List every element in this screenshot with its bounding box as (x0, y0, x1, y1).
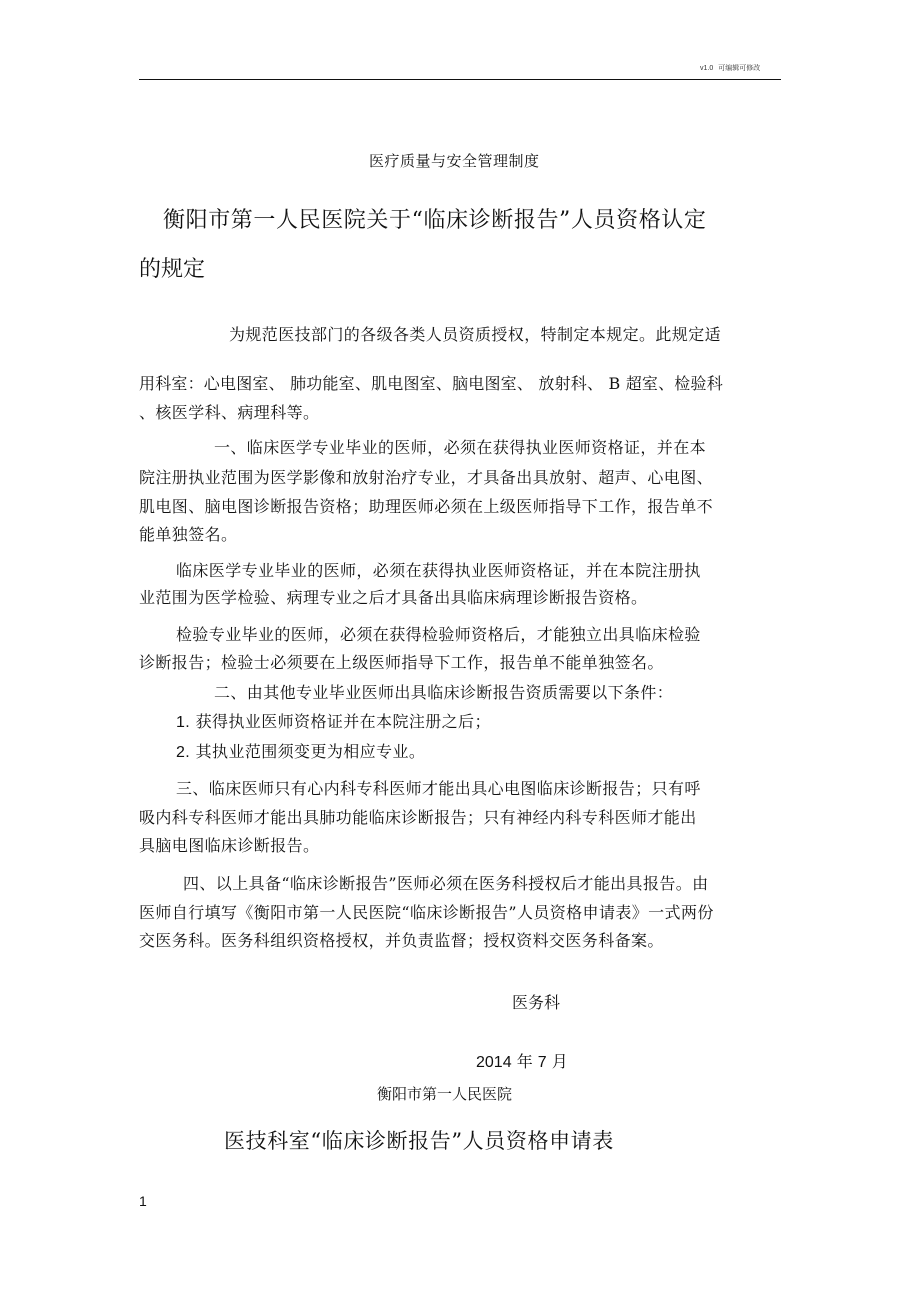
list-text: 其执业范围须变更为相应专业。 (195, 742, 426, 761)
section3-line-1: 三、临床医师只有心内科专科医师才能出具心电图临床诊断报告；只有呼 (176, 779, 701, 798)
issue-date (476, 1049, 568, 1072)
hospital-name: 衡阳市第一人民医院 (377, 1085, 513, 1103)
section2-item-1 (176, 709, 491, 732)
section1-line-2: 院注册执业范围为医学影像和放射治疗专业，才具备出具放射、超声、心电图、 (139, 468, 714, 487)
list-text: 获得执业医师资格证并在本院注册之后； (195, 712, 491, 731)
section4-line-2: 医师自行填写《衡阳市第一人民医院“临床诊断报告”人员资格申请表》一式两份 (139, 903, 714, 922)
intro-line-2-text: 用科室：心电图室、 肺功能室、肌电图室、脑电图室、 放射科、 B 超室、检验科 (139, 374, 723, 393)
section1b-line-1: 临床医学专业毕业的医师，必须在获得执业医师资格证，并在本院注册执 (176, 561, 701, 580)
document-title-line-2: 的规定 (139, 257, 206, 282)
intro-line-1: 为规范医技部门的各级各类人员资质授权，特制定本规定。此规定适 (229, 325, 722, 344)
page-number: 1 (139, 1193, 147, 1209)
date-month-unit: 月 (551, 1052, 568, 1071)
editable-note: 可编辑可修改 (718, 65, 761, 72)
section3-line-3: 具脑电图临床诊断报告。 (139, 836, 320, 855)
document-subject: 医疗质量与安全管理制度 (369, 152, 540, 170)
section1b-line-2: 业范围为医学检验、病理专业之后才具备出具临床病理诊断报告资格。 (139, 588, 648, 607)
date-year-unit: 年 (516, 1052, 533, 1071)
date-month: 7 (537, 1054, 547, 1071)
intro-line-3: 、核医学科、病理科等。 (139, 403, 320, 422)
date-year: 2014 (476, 1054, 512, 1071)
section1-line-1: 一、临床医学专业毕业的医师，必须在获得执业医师资格证，并在本 (214, 438, 707, 457)
document-title-line-1: 衡阳市第一人民医院关于“临床诊断报告”人员资格认定 (163, 208, 707, 233)
header-divider (139, 79, 781, 80)
section4-line-1: 四、以上具备“临床诊断报告”医师必须在医务科授权后才能出具报告。由 (183, 874, 709, 893)
section1c-line-1: 检验专业毕业的医师，必须在获得检验师资格后，才能独立出具临床检验 (176, 625, 701, 644)
section1c-line-2: 诊断报告；检验士必须要在上级医师指导下工作，报告单不能单独签名。 (139, 653, 664, 672)
version-label: v1.0 (700, 65, 714, 72)
header-version (700, 63, 760, 73)
list-number: 1. (176, 714, 191, 731)
section3-line-2: 吸内科专科医师才能出具肺功能临床诊断报告；只有神经内科专科医师才能出 (139, 808, 697, 827)
section2-heading: 二、由其他专业毕业医师出具临床诊断报告资质需要以下条件： (214, 683, 674, 702)
intro-line-2 (139, 371, 723, 394)
section1-line-4: 能单独签名。 (139, 525, 238, 544)
issuing-department: 医务科 (512, 993, 561, 1012)
section4-line-3: 交医务科。医务科组织资格授权，并负责监督；授权资料交医务科备案。 (139, 931, 664, 950)
application-form-title: 医技科室“临床诊断报告”人员资格申请表 (224, 1129, 614, 1153)
section2-item-2 (176, 739, 425, 762)
section1-line-3: 肌电图、脑电图诊断报告资格；助理医师必须在上级医师指导下工作，报告单不 (139, 497, 714, 516)
list-number: 2. (176, 744, 191, 761)
